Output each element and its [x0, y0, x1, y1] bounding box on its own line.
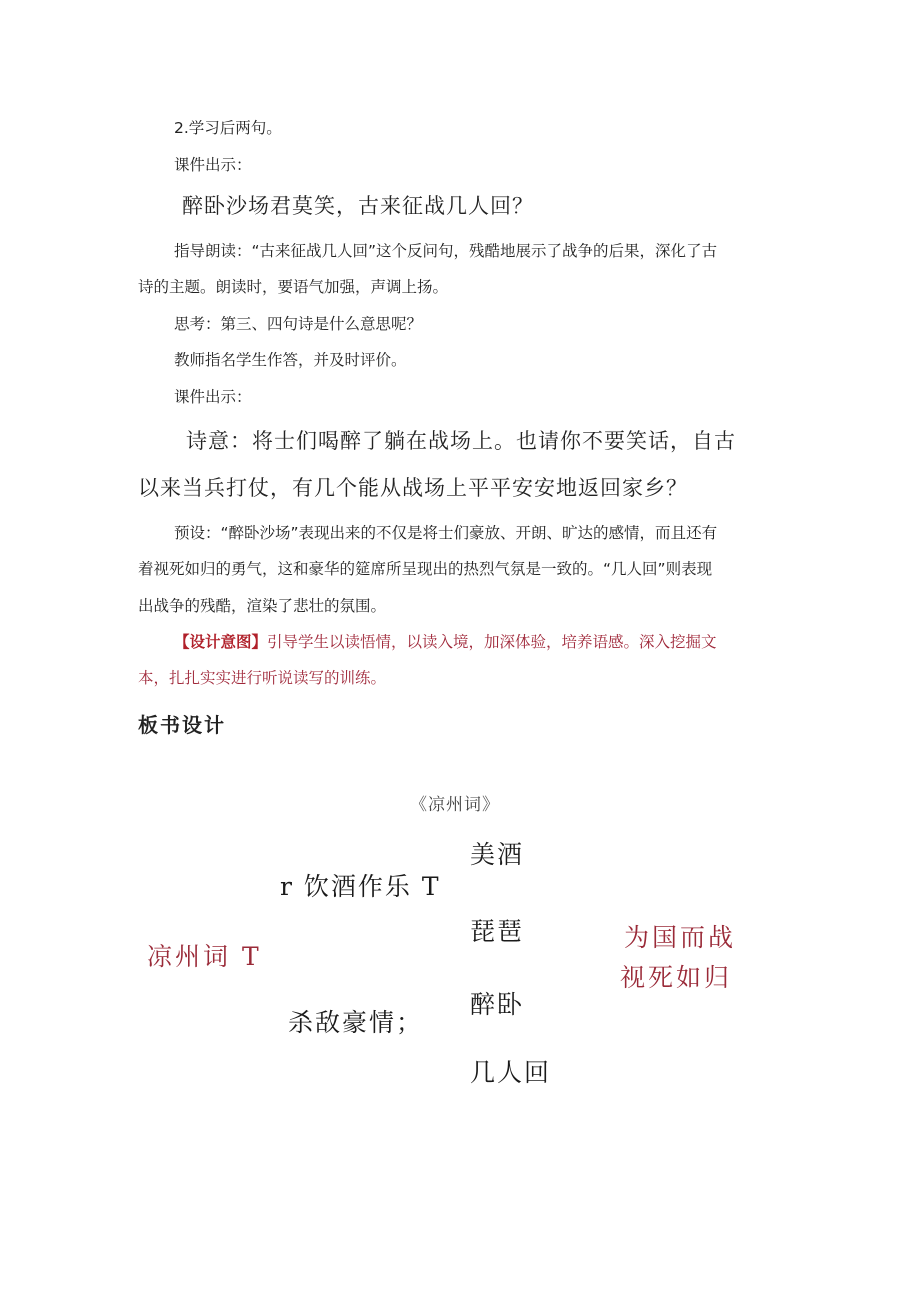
preset-line-2: 着视死如归的勇气，这和豪华的筵席所呈现出的热烈气氛是一致的。“几人回”则表现 [138, 560, 713, 578]
preset-line-1: 预设：“醉卧沙场”表现出来的不仅是将士们豪放、开朗、旷达的感情，而且还有 [174, 524, 718, 542]
board-leaf-drunk: 醉卧 [470, 990, 525, 1019]
board-design-heading: 板书设计 [138, 713, 226, 737]
design-intent-tag: 【设计意图】 [174, 633, 268, 651]
courseware-label-2: 课件出示： [174, 388, 252, 406]
board-branch-fighting: 杀敌豪情； [288, 1008, 424, 1037]
poem-lines: 醉卧沙场君莫笑，古来征战几人回？ [182, 194, 534, 218]
board-leaf-wine: 美酒 [470, 840, 525, 869]
preset-line-3: 出战争的残酷，渲染了悲壮的氛围。 [138, 597, 387, 615]
board-right-line-1: 为国而战 [624, 923, 737, 952]
guide-reading-line-1: 指导朗读：“古来征战几人回”这个反问句，残酷地展示了战争的后果，深化了古 [174, 242, 718, 260]
teacher-instruction: 教师指名学生作答，并及时评价。 [174, 351, 407, 369]
board-leaf-pipa: 琵琶 [470, 917, 525, 946]
guide-reading-line-2: 诗的主题。朗读时，要语气加强，声调上扬。 [138, 278, 449, 296]
design-intent-line-1 [174, 632, 717, 652]
board-branch-drinking: r 饮酒作乐 T [280, 872, 441, 901]
poem-meaning-line-2: 以来当兵打仗，有几个能从战场上平平安安地返回家乡？ [138, 476, 688, 500]
courseware-label: 课件出示： [174, 156, 252, 174]
board-leaf-few-return: 几人回 [470, 1058, 552, 1087]
think-question: 思考：第三、四句诗是什么意思呢？ [174, 315, 423, 333]
design-intent-text: 引导学生以读悟情，以读入境，加深体验，培养语感。深入挖掘文 [267, 633, 717, 651]
board-right-line-2: 视死如归 [620, 963, 733, 992]
section-heading: 2.学习后两句。 [174, 119, 282, 137]
board-root: 凉州词 T [147, 942, 262, 971]
poem-meaning-line-1: 诗意：将士们喝醉了躺在战场上。也请你不要笑话，自古 [186, 429, 736, 453]
design-intent-line-2: 本，扎扎实实进行听说读写的训练。 [138, 669, 387, 687]
board-title: 《凉州词》 [410, 795, 500, 815]
